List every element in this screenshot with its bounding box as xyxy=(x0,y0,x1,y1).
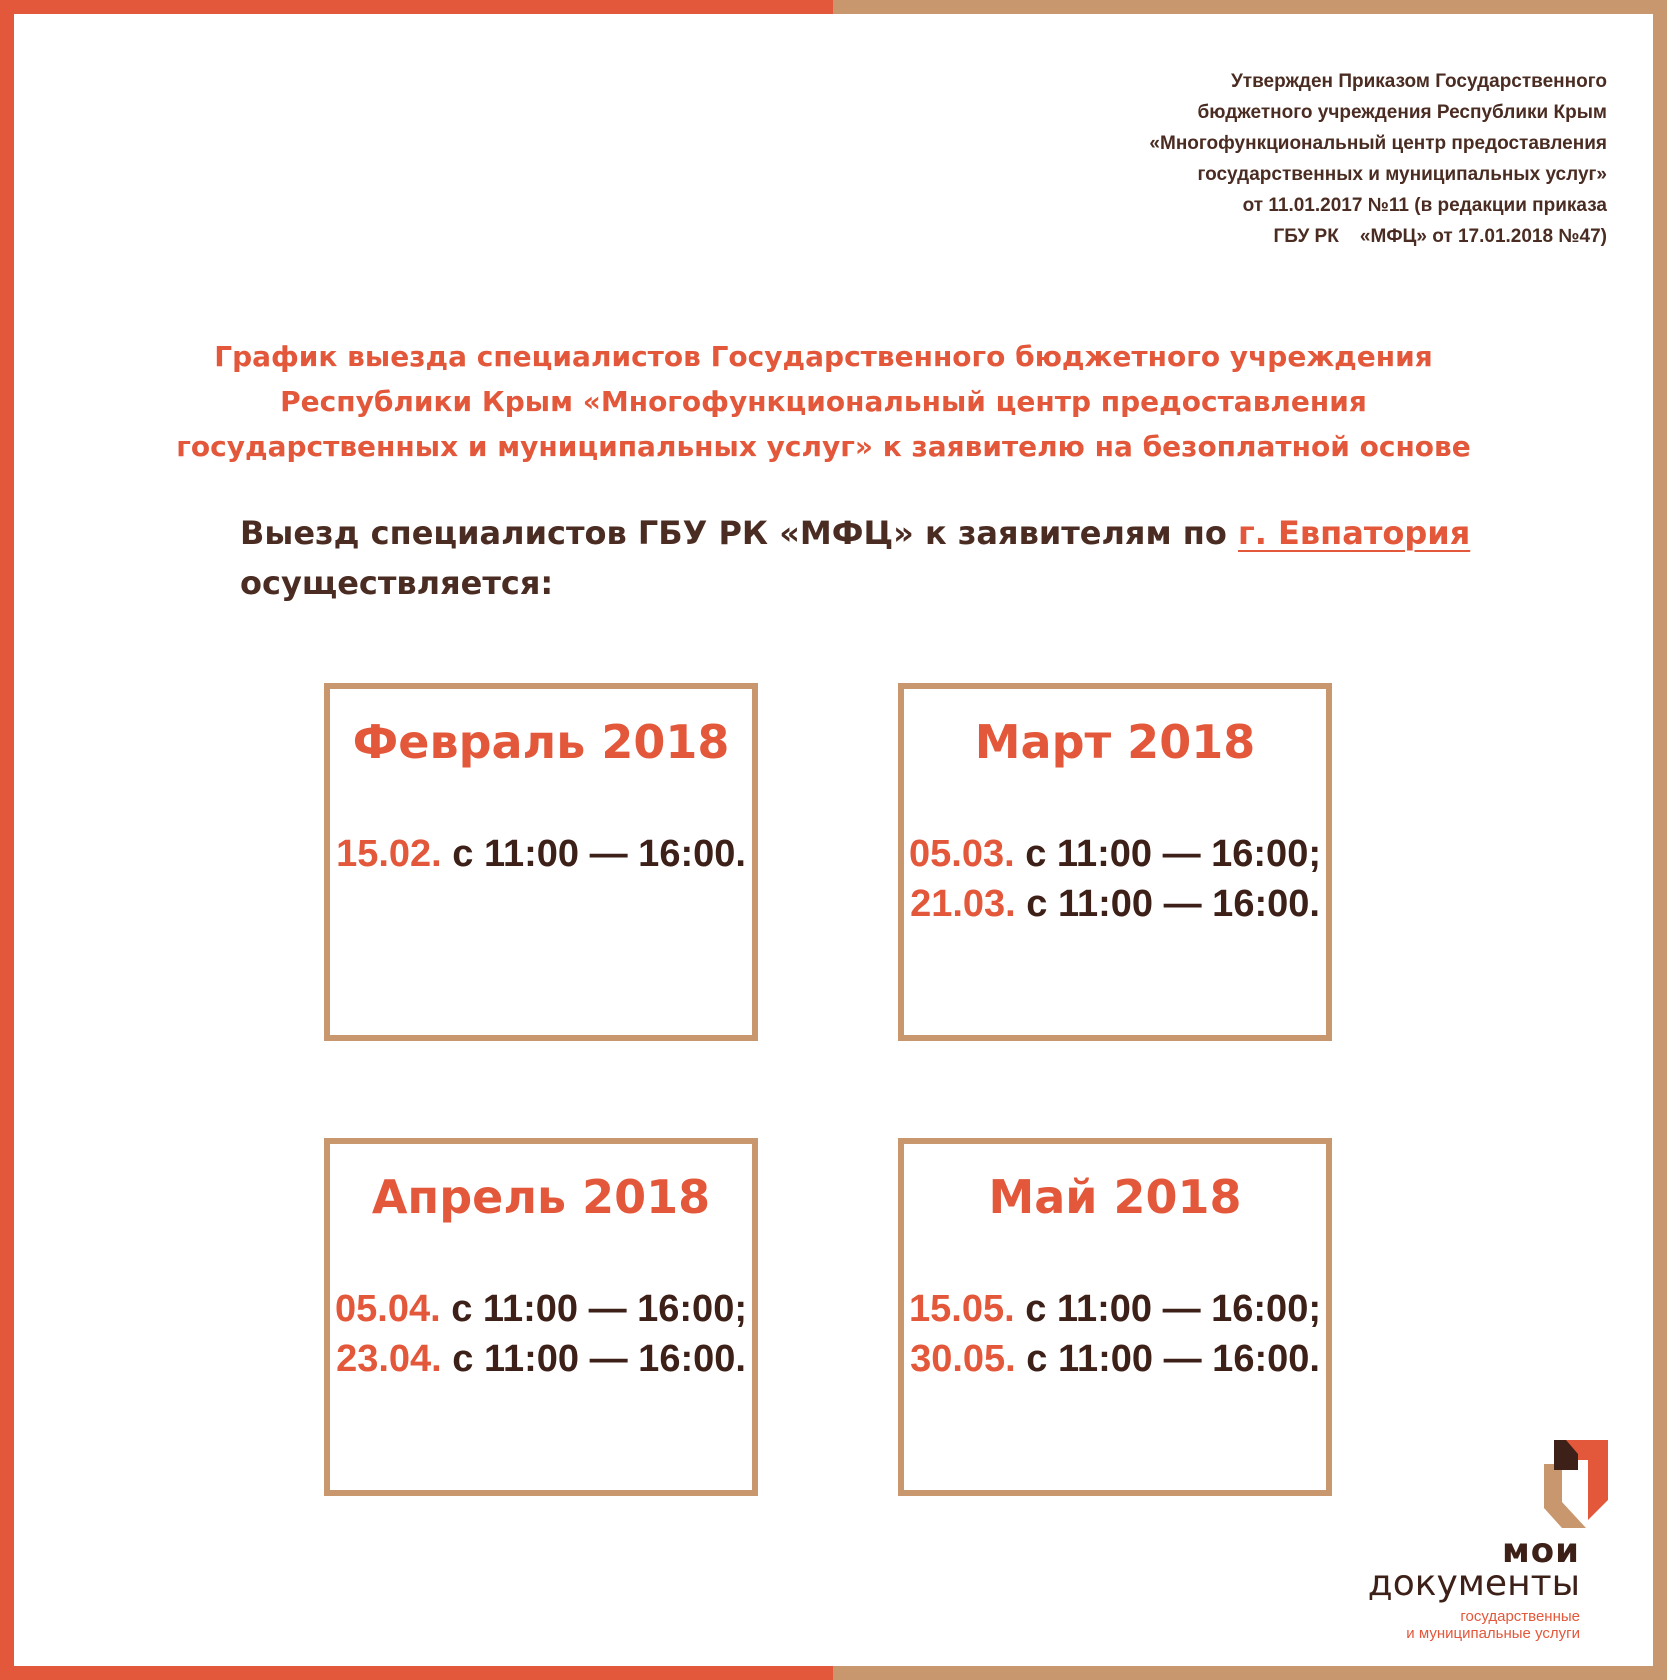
intro-text-after: осуществляется: xyxy=(240,564,554,602)
logo-word-dokumenty: документы xyxy=(1367,1563,1580,1604)
date-line xyxy=(904,1334,1326,1384)
time: с 11:00 — 16:00. xyxy=(1026,883,1320,925)
card-dates xyxy=(330,1284,752,1384)
schedule-card-april xyxy=(324,1138,758,1496)
time: с 11:00 — 16:00; xyxy=(451,1288,747,1330)
date-line xyxy=(904,1284,1326,1334)
time: с 11:00 — 16:00. xyxy=(452,1338,746,1380)
frame-top-left xyxy=(0,0,833,14)
card-dates xyxy=(904,1284,1326,1384)
card-dates xyxy=(330,829,752,879)
date-line xyxy=(904,879,1326,929)
date: 21.03. xyxy=(910,883,1016,925)
logo-mark-icon xyxy=(1544,1440,1608,1528)
approval-line: «Многофункциональный центр предоставления xyxy=(1149,133,1607,154)
title-line: График выезда специалистов Государственного бюджетного учреждения xyxy=(214,340,1433,373)
approval-line: от 11.01.2017 №11 (в редакции приказа xyxy=(1242,195,1607,216)
city-link[interactable]: г. Евпатория xyxy=(1238,514,1471,552)
page-title xyxy=(90,334,1557,469)
frame-top-right xyxy=(833,0,1667,14)
date: 15.05. xyxy=(909,1288,1015,1330)
logo-word-moi: мои xyxy=(1502,1531,1580,1571)
frame-left xyxy=(0,0,14,1680)
date-line xyxy=(330,829,752,879)
moi-dokumenty-logo xyxy=(1340,1440,1580,1640)
date-line xyxy=(904,829,1326,879)
frame-right xyxy=(1653,0,1667,1680)
logo-sub-line: и муниципальные услуги xyxy=(1406,1625,1580,1642)
title-line: государственных и муниципальных услуг» к заявителю на безоплатной основе xyxy=(176,430,1471,463)
card-month: Май 2018 xyxy=(988,1170,1242,1224)
approval-line: ГБУ РК «МФЦ» от 17.01.2018 №47) xyxy=(1273,226,1607,247)
approval-line: бюджетного учреждения Республики Крым xyxy=(1197,102,1607,123)
time: с 11:00 — 16:00; xyxy=(1025,1288,1321,1330)
date-line xyxy=(330,1284,752,1334)
logo-sub-line: государственные xyxy=(1460,1608,1580,1625)
card-month: Февраль 2018 xyxy=(352,715,730,769)
schedule-card-may xyxy=(898,1138,1332,1496)
date: 05.04. xyxy=(335,1288,441,1330)
time: с 11:00 — 16:00. xyxy=(1026,1338,1320,1380)
card-month: Март 2018 xyxy=(974,715,1256,769)
logo-subtitle xyxy=(1406,1608,1580,1642)
intro-text-before: Выезд специалистов ГБУ РК «МФЦ» к заявителям по xyxy=(240,514,1238,552)
frame-bottom-right xyxy=(833,1666,1667,1680)
time: с 11:00 — 16:00. xyxy=(452,833,746,875)
card-dates xyxy=(904,829,1326,929)
approval-note xyxy=(1087,66,1607,252)
date: 30.05. xyxy=(910,1338,1016,1380)
date: 15.02. xyxy=(336,833,442,875)
date-line xyxy=(330,1334,752,1384)
schedule-card-february xyxy=(324,683,758,1041)
approval-line: Утвержден Приказом Государственного xyxy=(1230,71,1607,92)
title-line: Республики Крым «Многофункциональный центр предоставления xyxy=(280,385,1367,418)
frame-bottom-left xyxy=(0,1666,833,1680)
schedule-card-march xyxy=(898,683,1332,1041)
date: 23.04. xyxy=(336,1338,442,1380)
time: с 11:00 — 16:00; xyxy=(1025,833,1321,875)
card-month: Апрель 2018 xyxy=(371,1170,711,1224)
intro-text xyxy=(240,508,1500,608)
approval-line: государственных и муниципальных услуг» xyxy=(1197,164,1607,185)
date: 05.03. xyxy=(909,833,1015,875)
